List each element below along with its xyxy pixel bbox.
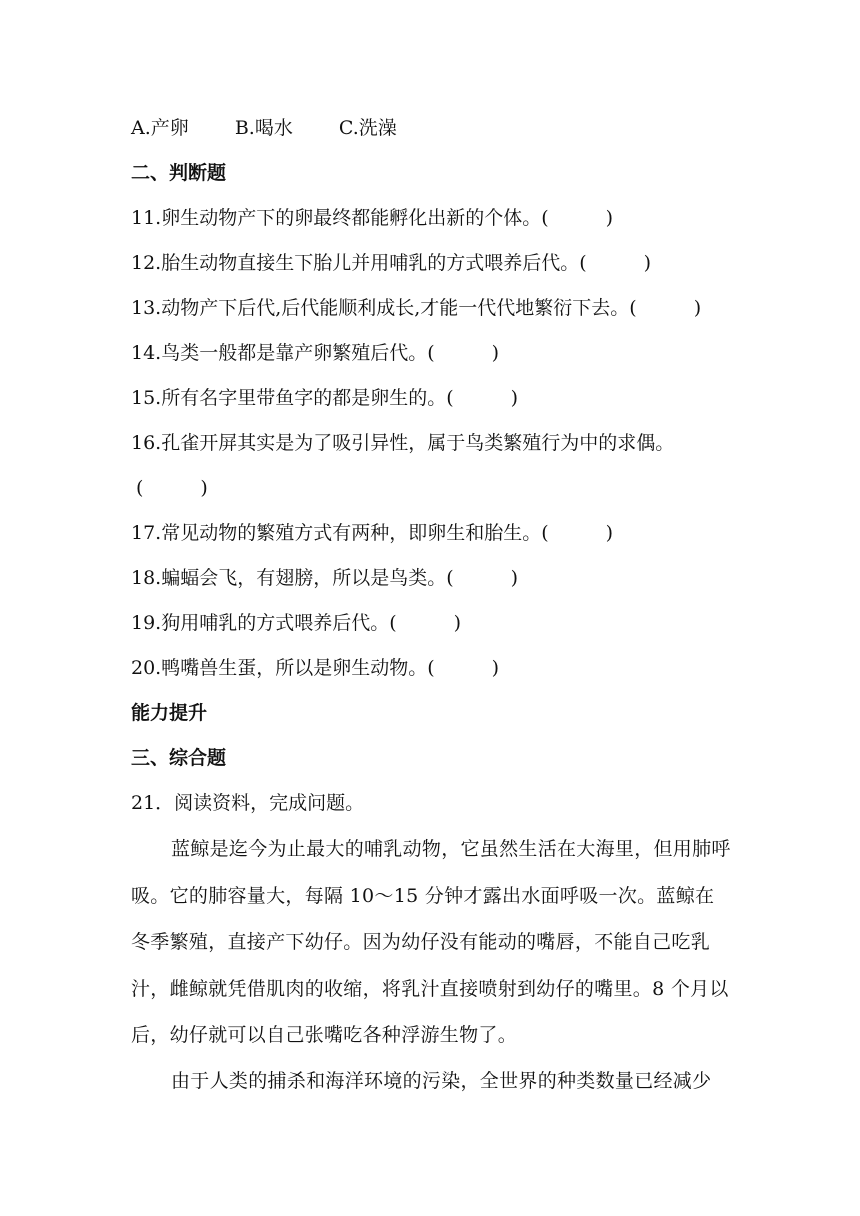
judgment-item: 16.孔雀开屏其实是为了吸引异性，属于鸟类繁殖行为中的求偶。 bbox=[131, 432, 675, 454]
option-c: C.洗澡 bbox=[338, 117, 397, 139]
section3-title: 三、综合题 bbox=[131, 747, 227, 769]
options-row bbox=[131, 115, 397, 141]
judgment-item: 15.所有名字里带鱼字的都是卵生的。( ) bbox=[131, 387, 519, 409]
judgment-item: 11.卵生动物产下的卵最终都能孵化出新的个体。( ) bbox=[131, 207, 614, 229]
judgment-answer-blank: ( ) bbox=[136, 477, 208, 499]
section2-title: 二、判断题 bbox=[131, 162, 227, 184]
judgment-item: 12.胎生动物直接生下胎儿并用哺乳的方式喂养后代。( ) bbox=[131, 252, 652, 274]
judgment-item: 20.鸭嘴兽生蛋，所以是卵生动物。( ) bbox=[131, 657, 500, 679]
passage-paragraph-1: 蓝鲸是迄今为止最大的哺乳动物，它虽然生活在大海里，但用肺呼吸。它的肺容量大，每隔 10～15 分钟才露出水面呼吸一次。蓝鲸在冬季繁殖，直接产下幼仔。因为幼仔没有能动的嘴唇，不能自己吃乳汁，雌鲸就凭借肌肉的收缩，将乳汁直接喷射到幼仔的嘴里。8 个月以后，幼仔就可以自己张嘴吃各种浮游生物了。 bbox=[131, 838, 731, 1046]
judgment-item: 19.狗用哺乳的方式喂养后代。( ) bbox=[131, 612, 462, 634]
judgment-item: 13.动物产下后代,后代能顺利成长,才能一代代地繁衍下去。( ) bbox=[131, 297, 702, 319]
judgment-item: 18.蝙蝠会飞，有翅膀，所以是鸟类。( ) bbox=[131, 567, 519, 589]
option-a: A.产卵 bbox=[131, 117, 189, 139]
ability-title: 能力提升 bbox=[131, 702, 208, 724]
judgment-item: 17.常见动物的繁殖方式有两种，即卵生和胎生。( ) bbox=[131, 522, 614, 544]
passage-paragraph-2: 由于人类的捕杀和海洋环境的污染，全世界的种类数量已经减少 bbox=[171, 1070, 712, 1092]
judgment-item: 14.鸟类一般都是靠产卵繁殖后代。( ) bbox=[131, 342, 500, 364]
option-b: B.喝水 bbox=[234, 117, 293, 139]
question-21-prompt: 21．阅读资料，完成问题。 bbox=[131, 792, 365, 814]
